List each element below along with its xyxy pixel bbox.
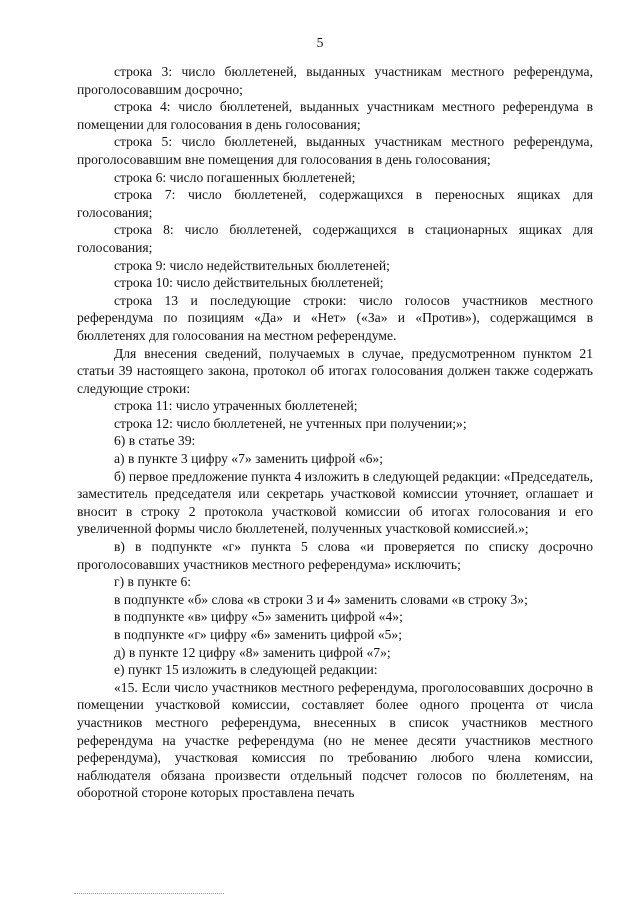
paragraph: строка 5: число бюллетеней, выданных участникам местного референдума, проголосовавшим вне помещения для голосования в день голосования; [77,134,593,167]
paragraph: строка 13 и последующие строки: число голосов участников местного референдума по позициям «Да» и «Нет» («За» и «Против»), содержащимся в бюллетенях для голосования на местном референдуме. [77,292,593,343]
paragraph: строка 3: число бюллетеней, выданных участникам местного референдума, проголосовавшим досрочно; [77,64,593,97]
paragraph: строка 6: число погашенных бюллетеней; [114,169,356,185]
paragraph: е) пункт 15 изложить в следующей редакции: [114,662,378,678]
document-body [77,63,593,802]
paragraph: в подпункте «г» цифру «6» заменить цифрой «5»; [114,627,403,642]
footer-rule [74,893,224,894]
paragraph: строка 10: число действительных бюллетеней; [114,275,384,291]
paragraph: строка 12: число бюллетеней, не учтенных при получении;»; [114,415,467,431]
paragraph: строка 4: число бюллетеней, выданных участникам местного референдума в помещении для голосования в день голосования; [77,99,593,132]
paragraph: г) в пункте 6: [114,574,192,590]
paragraph: в подпункте «в» цифру «5» заменить цифрой «4»; [114,609,403,625]
paragraph: 6) в статье 39: [114,433,196,449]
page-number: 5 [316,35,324,50]
paragraph: строка 7: число бюллетеней, содержащихся в переносных ящиках для голосования; [77,187,593,220]
paragraph: д) в пункте 12 цифру «8» заменить цифрой «7»; [114,644,391,660]
paragraph: строка 11: число утраченных бюллетеней; [114,398,358,414]
paragraph: в) в подпункте «г» пункта 5 слова «и проверяется по списку досрочно проголосовавших участников местного референдума» исключить; [77,539,593,572]
paragraph: Для внесения сведений, получаемых в случае, предусмотренном пунктом 21 статьи 39 настоящего закона, протокол об итогах голосования должен также содержать следующие строки: [77,345,593,396]
paragraph: б) первое предложение пункта 4 изложить в следующей редакции: «Председатель, заместитель председателя или секретарь участковой комиссии уточняет, оглашает и вносит в строку 2 протокола участковой комиссии об итогах голосования и его увеличенной формы число бюллетеней, полученных участковой комиссией.»; [77,468,593,537]
paragraph: «15. Если число участников местного референдума, проголосовавших досрочно в помещении участковой комиссии, составляет более одного процента от числа участников местного референдума, внесенных в список участников местного референдума на участке референдума (но не менее десяти участников местного референдума), участковая комиссия по требованию любого члена комиссии, наблюдателя обязана произвести отдельный подсчет голосов по бюллетеням, на оборотной стороне которых проставлена печать [77,679,593,801]
paragraph: а) в пункте 3 цифру «7» заменить цифрой «6»; [114,451,383,467]
paragraph: в подпункте «б» слова «в строки 3 и 4» заменить словами «в строку 3»; [114,591,528,607]
paragraph: строка 9: число недействительных бюллетеней; [114,257,390,273]
paragraph: строка 8: число бюллетеней, содержащихся в стационарных ящиках для голосования; [77,222,593,255]
